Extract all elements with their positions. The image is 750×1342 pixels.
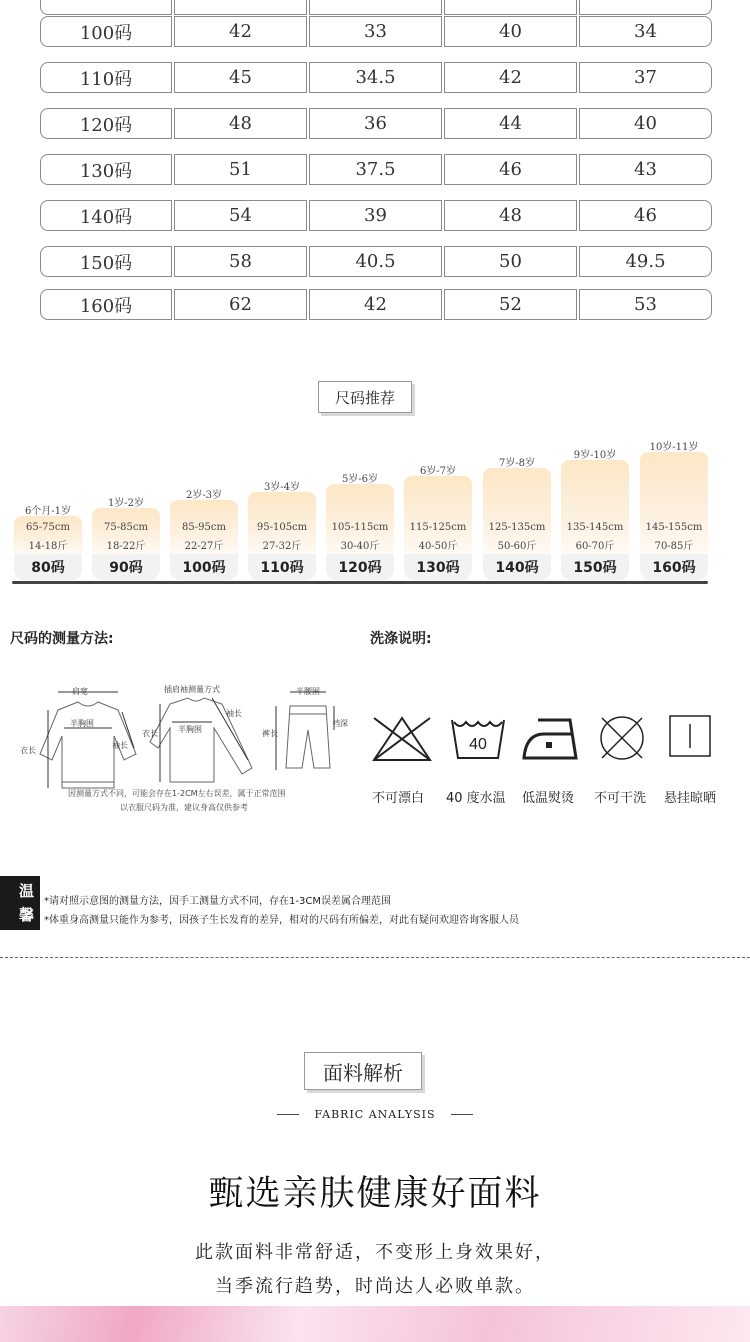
size-bar-age: 6个月-1岁 [24,506,72,517]
size-bar-label: 150码 [573,560,617,576]
measurement-cell: 48 [444,200,577,231]
fabric-description-1: 此款面料非常舒适，不变形上身效果好， [195,1242,555,1263]
fabric-title-box [304,1052,422,1090]
raglan-sleeve-label: 袖长 [226,709,242,718]
size-bar-height: 65-75cm [26,522,70,533]
size-table-row [40,200,712,231]
measurement-cell: 42 [309,289,442,320]
size-recommendation-title-box [318,381,412,413]
low-iron-icon [520,714,580,762]
raglan-length-label: 衣长 [142,729,158,738]
care-label-low-iron: 低温熨烫 [522,791,575,806]
size-bar-age: 2岁-3岁 [185,490,223,501]
measurement-cell: 62 [174,289,307,320]
size-recommendation-baseline [12,581,708,584]
care-label-hang-dry: 悬挂晾晒 [664,791,717,806]
size-table-row [40,108,712,139]
size-bar-age: 6岁-7岁 [419,466,457,477]
tip-line-1: *请对照示意图的测量方法，因手工测量方式不同，存在1-3CM误差属合理范围 [44,896,391,907]
measurement-cell: 50 [444,246,577,277]
size-bar-weight: 22-27斤 [184,541,224,552]
size-bar-label: 100码 [182,560,226,576]
size-bar-height: 75-85cm [104,522,148,533]
size-bar-label: 80码 [31,560,65,576]
measurement-cell: 52 [444,289,577,320]
size-cell: 160码 [40,289,172,320]
no-dry-clean-icon [596,712,648,764]
size-bar-height: 115-125cm [409,522,467,533]
care-label-wash-40: 40 度水温 [446,791,506,806]
fabric-headline: 甄选亲肤健康好面料 [208,1174,542,1214]
size-cell: 100码 [40,16,172,47]
size-bar-age: 3岁-4岁 [263,482,301,493]
measurement-cell: 46 [579,200,712,231]
measurement-cell: 43 [579,154,712,185]
raglan-title: 插肩袖测量方式 [164,685,220,694]
measurement-cell: 40 [579,108,712,139]
tip-badge [0,876,40,972]
size-bar-height: 85-95cm [182,522,226,533]
size-bar-weight: 60-70斤 [575,541,615,552]
size-table-row [40,246,712,277]
length-label: 衣长 [20,746,36,755]
size-bar-age: 10岁-11岁 [649,442,699,453]
measurement-cell: 42 [444,62,577,93]
size-cell: 130码 [40,154,172,185]
sleeve-label: 袖长 [112,741,128,750]
size-bar-label: 130码 [416,560,460,576]
size-recommendation-title: 尺码推荐 [334,388,395,407]
subtitle-rule-right [451,1114,473,1115]
tip-badge-line-1: 温 馨 [18,882,34,924]
measurement-cell: 40 [444,16,577,47]
measurement-cell: 45 [174,62,307,93]
measurement-note-2: 以衣服尺码为准，建议身高仅供参考 [120,803,248,812]
measurement-cell: 34.5 [309,62,442,93]
measurement-cell: 54 [174,200,307,231]
hang-dry-icon [668,714,714,760]
size-cell: 120码 [40,108,172,139]
measurement-cell: 46 [444,154,577,185]
section-divider [0,957,750,958]
fabric-image-strip [0,1306,750,1342]
tip-line-2: *体重身高测量只能作为参考，因孩子生长发育的差异，相对的尺码有所偏差，对此有疑问欢迎咨询客服人员 [44,915,519,926]
waist-label: 半腰围 [296,687,320,696]
size-bar-weight: 40-50斤 [418,541,458,552]
size-cell: 150码 [40,246,172,277]
wash-40-number: 40 [469,736,487,753]
measurement-cell: 48 [174,108,307,139]
care-label-no-bleach: 不可漂白 [372,791,425,806]
size-bar-height: 95-105cm [256,522,308,533]
shoulder-label: 肩宽 [72,687,88,696]
subtitle-rule-left [277,1114,299,1115]
size-bar-age: 1岁-2岁 [107,498,145,509]
size-bar-weight: 27-32斤 [262,541,302,552]
measurement-cell: 34 [579,16,712,47]
size-bar-height: 145-155cm [645,522,703,533]
size-table-row [40,62,712,93]
size-cell: 110码 [40,62,172,93]
size-table-row [40,289,712,320]
size-bar-label: 90码 [109,560,143,576]
measurement-cell: 36 [309,108,442,139]
pants-diagram [276,692,334,770]
fabric-subtitle: FABRIC ANALYSIS [314,1108,436,1121]
size-bar-label: 140码 [495,560,539,576]
measurement-cell: 33 [309,16,442,47]
raglan-chest-label: 半胸围 [178,725,202,734]
measurement-cell: 44 [444,108,577,139]
measurement-cell: 58 [174,246,307,277]
size-table-row [40,16,712,47]
no-bleach-icon [370,714,434,764]
size-table-top-edge [40,0,712,16]
measurement-cell: 40.5 [309,246,442,277]
size-bar-label: 120码 [338,560,382,576]
measurement-cell: 39 [309,200,442,231]
size-bar-weight: 30-40斤 [340,541,380,552]
pants-length-label: 裤长 [262,729,278,738]
measurement-cell: 49.5 [579,246,712,277]
size-bar-height: 125-135cm [488,522,546,533]
size-bar-weight: 50-60斤 [497,541,537,552]
size-bar-label: 110码 [260,560,304,576]
measurement-cell: 53 [579,289,712,320]
size-bar-label: 160码 [652,560,696,576]
washing-heading: 洗涤说明: [370,631,432,647]
size-table-row [40,154,712,185]
size-bar-height: 135-145cm [566,522,624,533]
tip-badge-line-2: 提 示 [18,930,34,972]
sweatshirt-diagram [40,692,136,788]
size-cell: 140码 [40,200,172,231]
size-bar-age: 9岁-10岁 [573,450,617,461]
measurement-cell: 51 [174,154,307,185]
rise-label: 裆深 [332,719,348,728]
size-bar-age: 5岁-6岁 [341,474,379,485]
wash-40-icon [450,716,506,762]
measurement-cell: 42 [174,16,307,47]
fabric-description-2: 当季流行趋势，时尚达人必败单款。 [215,1276,535,1297]
size-bar-weight: 70-85斤 [654,541,694,552]
size-bar-weight: 14-18斤 [28,541,68,552]
fabric-title: 面料解析 [323,1060,403,1085]
fabric-subtitle-row [0,1104,750,1123]
care-label-no-dry-clean: 不可干洗 [594,791,647,806]
size-bar-weight: 18-22斤 [106,541,146,552]
measurement-cell: 37 [579,62,712,93]
measurement-cell: 37.5 [309,154,442,185]
measurement-heading: 尺码的测量方法: [10,631,114,647]
size-bar-age: 7岁-8岁 [498,458,536,469]
size-bar-height: 105-115cm [331,522,389,533]
measurement-note-1: 因测量方式不同，可能会存在1-2CM左右误差，属于正常范围 [68,789,286,798]
chest-label: 半胸围 [70,719,94,728]
